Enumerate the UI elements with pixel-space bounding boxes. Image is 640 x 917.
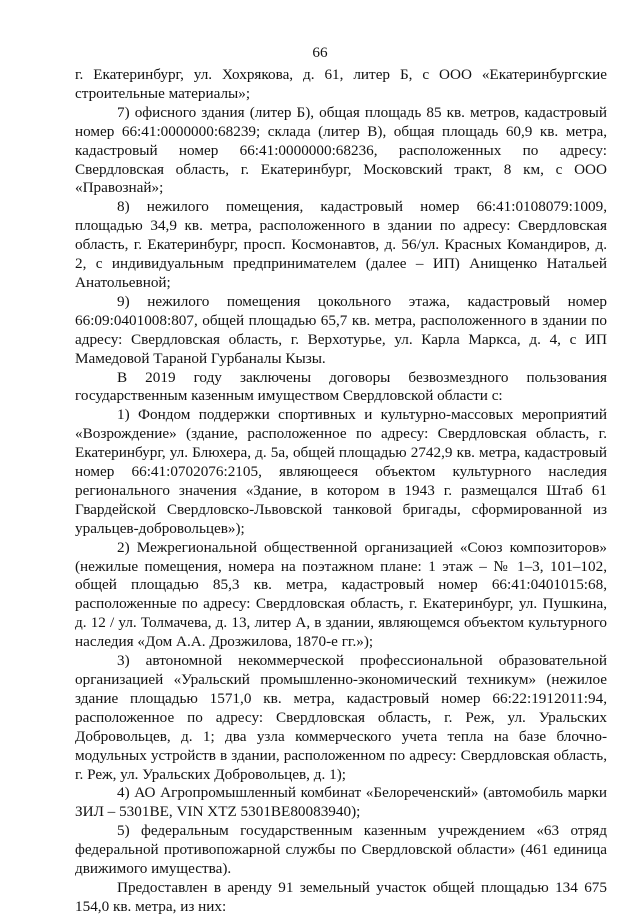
paragraph-2019-contracts: В 2019 году заключены договоры безвозмездного пользования государственным казенным имуществом Свердловской области с:	[75, 368, 607, 405]
paragraph-continuation: г. Екатеринбург, ул. Хохрякова, д. 61, литер Б, с ООО «Екатеринбургские строительные материалы»;	[75, 66, 607, 102]
page-number: 66	[312, 44, 328, 61]
body-text	[75, 66, 607, 917]
paragraph-item-9: 9) нежилого помещения цокольного этажа, кадастровый номер 66:09:0401008:807, общей площадью 65,7 кв. метра, расположенного в здании по адресу: Свердловская область, г. Верхотурье, ул. Карла Маркса, д. 4, с ИП Мамедовой Тараной Гурбаналы Кызы.	[75, 292, 607, 367]
paragraph-contract-2: 2) Межрегиональной общественной организацией «Союз композиторов» (нежилые помещения, номера на поэтажном плане: 1 этаж – № 1–3, 101–102, общей площадью 85,3 кв. метра, кадастровый номер 66:41:0401015:68, расположенные по адресу: Свердловская область, г. Екатеринбург, ул. Пушкина, д. 12 / ул. Толмачева, д. 13, литер А, в здании, являющемся объектом культурного наследия «Дом А.А. Дрозжилова, 1870-е гг.»);	[75, 538, 607, 651]
paragraph-contract-3: 3) автономной некоммерческой профессиональной образовательной организацией «Уральский промышленно-экономический техникум» (нежилое здание площадью 1571,0 кв. метра, кадастровый номер 66:22:1912011:94, расположенное по адресу: Свердловская область, г. Реж, ул. Уральских Добровольцев, д. 1; два узла коммерческого учета тепла на базе блочно-модульных устройств в здании, расположенном по адресу: Свердловская область, г. Реж, ул. Уральских Добровольцев, д. 1);	[75, 652, 607, 783]
paragraph-item-8: 8) нежилого помещения, кадастровый номер 66:41:0108079:1009, площадью 34,9 кв. метра, расположенного в здании по адресу: Свердловская область, г. Екатеринбург, просп. Космонавтов, д. 56/ул. Красных Командиров, д. 2, с индивидуальным предпринимателем (далее – ИП) Анищенко Натальей Анатольевной;	[75, 198, 607, 291]
paragraph-land-lease: Предоставлен в аренду 91 земельный участок общей площадью 134 675 154,0 кв. метра, из них:	[75, 878, 607, 915]
paragraph-contract-5: 5) федеральным государственным казенным учреждением «63 отряд федеральной противопожарной службы по Свердловской области» (461 единица движимого имущества).	[75, 822, 607, 878]
paragraph-item-7: 7) офисного здания (литер Б), общая площадь 85 кв. метров, кадастровый номер 66:41:0000000:68239; склада (литер В), общая площадь 60,9 кв. метра, кадастровый номер 66:41:0000000:68236, расположенных по адресу: Свердловская область, г. Екатеринбург, Московский тракт, 8 км, с ООО «Правознай»;	[75, 103, 607, 197]
paragraph-contract-1: 1) Фондом поддержки спортивных и культурно-массовых мероприятий «Возрождение» (здание, расположенное по адресу: Свердловская область, г. Екатеринбург, ул. Блюхера, д. 5а, общей площадью 2742,9 кв. метра, кадастровый номер 66:41:0702076:2105, являющееся объектом культурного наследия регионального значения «Здание, в котором в 1943 г. размещался Штаб 61 Гвардейской Свердловско-Львовской танковой бригады, сформированной из уральцев-добровольцев»);	[75, 406, 607, 537]
paragraph-contract-4: 4) АО Агропромышленный комбинат «Белореченский» (автомобиль марки ЗИЛ – 5301ВЕ, VIN XTZ 5301BE80083940);	[75, 784, 607, 821]
